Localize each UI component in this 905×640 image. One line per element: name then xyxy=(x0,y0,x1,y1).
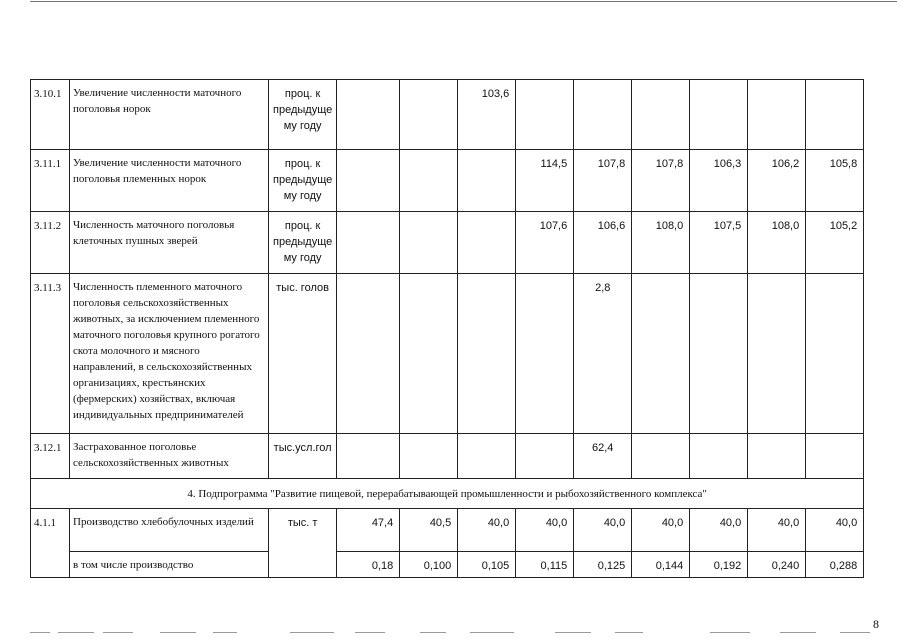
row-number: 3.11.2 xyxy=(31,212,70,274)
value-cell xyxy=(632,80,690,150)
indicator-name: Увеличение численности маточного поголовья норок xyxy=(70,80,269,150)
value-cell: 40,0 xyxy=(748,509,806,552)
table-row xyxy=(31,80,864,150)
unit-cell: тыс. голов xyxy=(269,274,337,434)
value-cell xyxy=(690,434,748,479)
value-cell: 106,2 xyxy=(748,150,806,212)
row-number: 3.11.3 xyxy=(31,274,70,434)
value-cell xyxy=(337,212,400,274)
value-cell xyxy=(632,274,690,434)
value-cell: 40,0 xyxy=(574,509,632,552)
value-cell xyxy=(458,434,516,479)
value-cell: 40,5 xyxy=(400,509,458,552)
value-cell xyxy=(632,434,690,479)
value-cell xyxy=(748,80,806,150)
value-cell: 107,8 xyxy=(574,150,632,212)
value-cell xyxy=(337,434,400,479)
value-cell xyxy=(748,274,806,434)
value-cell: 0,100 xyxy=(400,552,458,578)
value-cell xyxy=(337,150,400,212)
table-row xyxy=(31,509,864,552)
value-cell: 0,115 xyxy=(516,552,574,578)
unit-cell: тыс. т xyxy=(269,509,337,578)
value-cell: 107,5 xyxy=(690,212,748,274)
table-row xyxy=(31,150,864,212)
value-cell xyxy=(458,274,516,434)
page-number: 8 xyxy=(873,617,879,631)
value-cell: 0,18 xyxy=(337,552,400,578)
value-cell: 47,4 xyxy=(337,509,400,552)
value-cell: 114,5 xyxy=(516,150,574,212)
value-cell: 40,0 xyxy=(458,509,516,552)
value-cell: 40,0 xyxy=(632,509,690,552)
table-row xyxy=(31,212,864,274)
value-cell: 107,6 xyxy=(516,212,574,274)
row-number: 3.11.1 xyxy=(31,150,70,212)
value-cell: 40,0 xyxy=(690,509,748,552)
value-cell: 0,240 xyxy=(748,552,806,578)
value-cell: 105,8 xyxy=(806,150,864,212)
value-cell: 62,4 xyxy=(574,434,632,479)
row-number: 4.1.1 xyxy=(31,509,70,578)
value-cell xyxy=(400,150,458,212)
value-cell: 106,3 xyxy=(690,150,748,212)
value-cell xyxy=(690,274,748,434)
top-border-line xyxy=(30,1,897,2)
value-cell xyxy=(748,434,806,479)
unit-cell: проц. к предыдуще му году xyxy=(269,212,337,274)
unit-cell: проц. к предыдуще му году xyxy=(269,80,337,150)
value-cell: 105,2 xyxy=(806,212,864,274)
value-cell: 40,0 xyxy=(516,509,574,552)
value-cell xyxy=(337,80,400,150)
indicator-name: Увеличение численности маточного поголовья племенных норок xyxy=(70,150,269,212)
row-number: 3.12.1 xyxy=(31,434,70,479)
table-row xyxy=(31,434,864,479)
table-row xyxy=(31,274,864,434)
value-cell xyxy=(516,434,574,479)
subprogram-title: 4. Подпрограмма "Развитие пищевой, перерабатывающей промышленности и рыбохозяйственного комплекса" xyxy=(31,479,864,509)
value-cell: 40,0 xyxy=(806,509,864,552)
indicator-name: Численность племенного маточного поголовья сельскохозяйственных животных, за исключением племенного маточного поголовья крупного рогатого скота молочного и мясного направлений, в сельскохозяйственных организациях, крестьянских (фермерских) хозяйствах, включая индивидуальных предпринимателей xyxy=(70,274,269,434)
row-number: 3.10.1 xyxy=(31,80,70,150)
value-cell: 0,192 xyxy=(690,552,748,578)
value-cell: 108,0 xyxy=(748,212,806,274)
indicators-table xyxy=(30,79,864,578)
value-cell xyxy=(400,434,458,479)
value-cell xyxy=(574,80,632,150)
value-cell xyxy=(400,212,458,274)
value-cell xyxy=(690,80,748,150)
value-cell xyxy=(516,274,574,434)
value-cell xyxy=(806,80,864,150)
unit-cell: проц. к предыдуще му году xyxy=(269,150,337,212)
value-cell xyxy=(400,274,458,434)
value-cell xyxy=(806,434,864,479)
value-cell xyxy=(516,80,574,150)
value-cell xyxy=(400,80,458,150)
value-cell xyxy=(806,274,864,434)
value-cell xyxy=(458,212,516,274)
subprogram-row xyxy=(31,479,864,509)
value-cell xyxy=(458,150,516,212)
table-row xyxy=(31,552,864,578)
value-cell: 106,6 xyxy=(574,212,632,274)
value-cell: 107,8 xyxy=(632,150,690,212)
indicator-name: Численность маточного поголовья клеточных пушных зверей xyxy=(70,212,269,274)
value-cell: 2,8 xyxy=(574,274,632,434)
value-cell xyxy=(337,274,400,434)
value-cell: 108,0 xyxy=(632,212,690,274)
indicator-name: Производство хлебобулочных изделий xyxy=(70,509,269,552)
value-cell: 103,6 xyxy=(458,80,516,150)
value-cell: 0,125 xyxy=(574,552,632,578)
indicator-name: Застрахованное поголовье сельскохозяйственных животных xyxy=(70,434,269,479)
unit-cell: тыс.усл.гол xyxy=(269,434,337,479)
indicator-name: в том числе производство xyxy=(70,552,269,578)
value-cell: 0,105 xyxy=(458,552,516,578)
value-cell: 0,288 xyxy=(806,552,864,578)
value-cell: 0,144 xyxy=(632,552,690,578)
